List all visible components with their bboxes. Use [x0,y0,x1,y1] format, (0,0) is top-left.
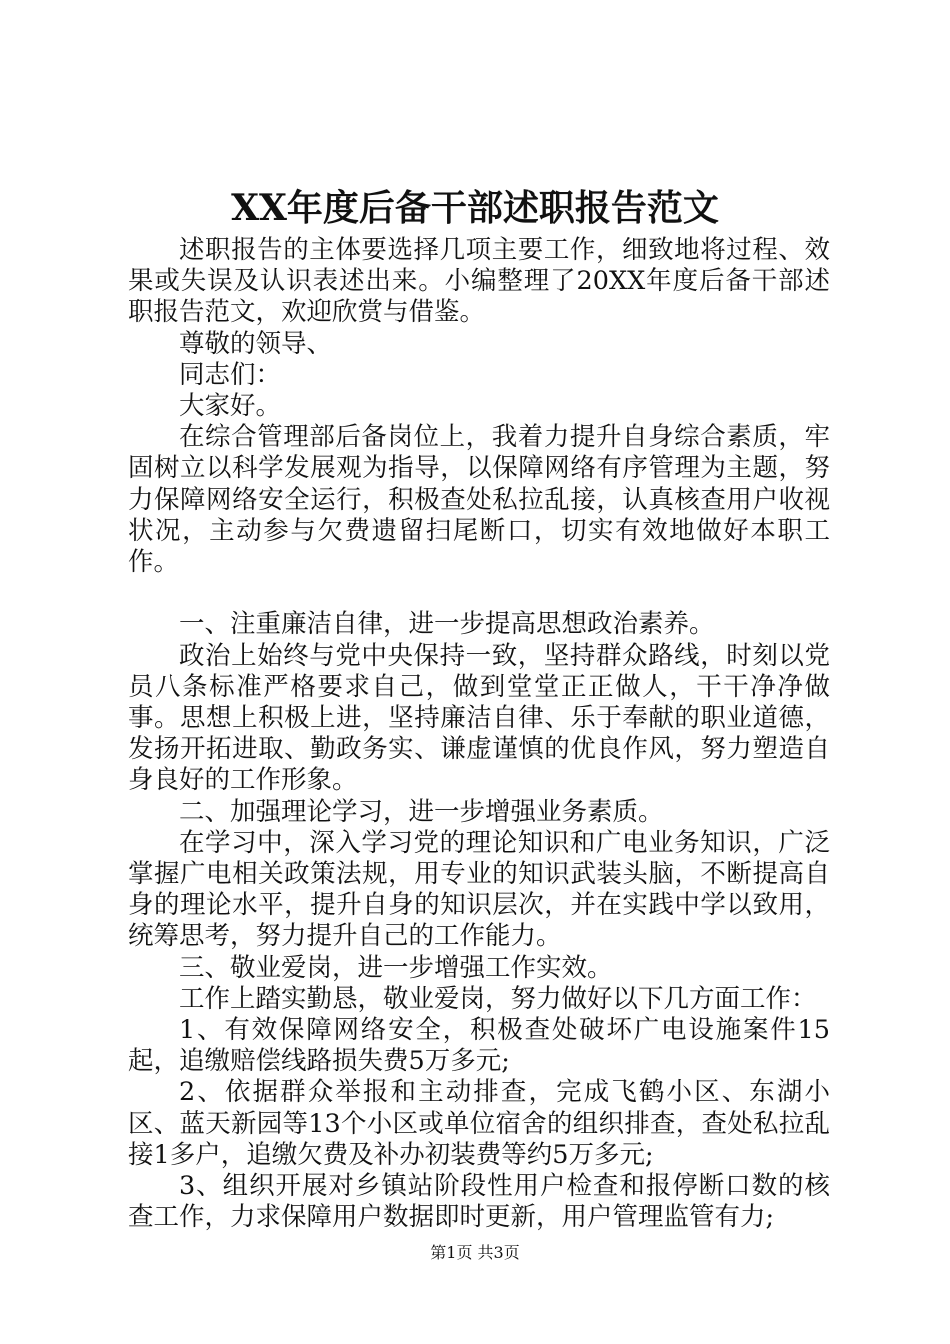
document-title: XX年度后备干部述职报告范文 [231,187,719,229]
section-heading: 三、敬业爱岗，进一步增强工作实效。 [179,952,613,983]
body-paragraph: 在学习中，深入学习党的理论知识和广电业务知识，广泛掌握广电相关政策法规，用专业的知识武装头脑，不断提高自身的理论水平，提升自身的知识层次，并在实践中学以致用，统筹思考，努力提升自己的工作能力。 [128,827,830,952]
intro-paragraph: 述职报告的主体要选择几项主要工作，细致地将过程、效果或失误及认识表述出来。小编整理了20XX年度后备干部述职报告范文，欢迎欣赏与借鉴。 [128,235,830,328]
page-footer: 第1页 共3页 [430,1243,520,1262]
body-paragraph: 在综合管理部后备岗位上，我着力提升自身综合素质，牢固树立以科学发展观为指导，以保障网络有序管理为主题，努力保障网络安全运行，积极查处私拉乱接，认真核查用户收视状况，主动参与欠费遗留扫尾断口，切实有效地做好本职工作。 [128,422,830,578]
body-paragraph: 政治上始终与党中央保持一致，坚持群众路线，时刻以党员八条标准严格要求自己，做到堂堂正正做人，干干净净做事。思想上积极上进，坚持廉洁自律、乐于奉献的职业道德，发扬开拓进取、勤政务实、谦虚谨慎的优良作风，努力塑造自身良好的工作形象。 [128,640,830,796]
section-heading: 一、注重廉洁自律，进一步提高思想政治素养。 [179,609,715,640]
greeting-line: 大家好。 [179,391,282,422]
document-body [128,235,830,1233]
body-paragraph: 工作上踏实勤恳，敬业爱岗，努力做好以下几方面工作： [179,983,817,1014]
salutation-line: 尊敬的领导、 [179,328,333,359]
section-heading: 二、加强理论学习，进一步增强业务素质。 [179,796,664,827]
list-item: 2、依据群众举报和主动排查，完成飞鹤小区、东湖小区、蓝天新园等13个小区或单位宿舍的组织排查，查处私拉乱接1多户，追缴欠费及补办初装费等约5万多元; [128,1077,830,1170]
salutation-line: 同志们： [179,359,282,390]
list-item: 1、有效保障网络安全，积极查处破坏广电设施案件15起，追缴赔偿线路损失费5万多元; [128,1015,830,1077]
list-item: 3、组织开展对乡镇站阶段性用户检查和报停断口数的核查工作，力求保障用户数据即时更新，用户管理监管有力; [128,1171,830,1233]
blank-line [128,578,830,609]
